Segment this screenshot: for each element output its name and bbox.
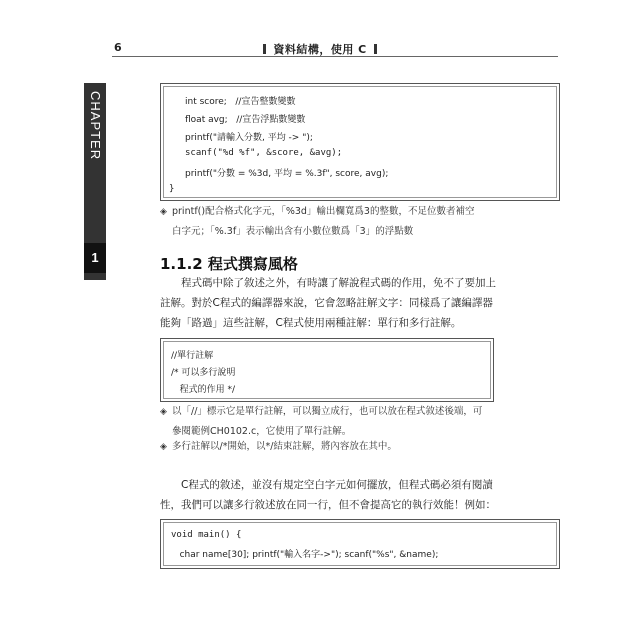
running-title	[260, 41, 380, 57]
code-line: scanf("%d %f", &score, &avg);	[185, 148, 343, 158]
diamond-bullet-icon: ◈	[160, 442, 167, 452]
paragraph-line: C程式的敘述，並沒有規定空白字元如何擺放，但程式碼必須有閱讀	[181, 479, 493, 491]
code-line: printf("分數 = %3d, 平均 = %.3f", score, avg);	[185, 169, 389, 179]
page-header	[112, 38, 558, 57]
running-title-text: 資料結構，使用 C	[273, 43, 367, 56]
paragraph-line: 性，我們可以讓多行敘述放在同一行，但不會提高它的執行效能！例如：	[160, 499, 496, 511]
diamond-bullet-icon: ◈	[160, 407, 167, 417]
chapter-label: CHAPTER	[88, 91, 103, 161]
code-line: 程式的作用 */	[171, 385, 235, 395]
chapter-number: 1	[84, 243, 106, 273]
diamond-bullet-icon: ◈	[160, 207, 167, 217]
paragraph-1	[160, 273, 558, 333]
note-line: ◈ 以「//」標示它是單行註解，可以獨立成行，也可以放在程式敘述後端，可	[160, 402, 558, 422]
section-title: 1.1.2 程式撰寫風格	[160, 255, 298, 273]
paragraph-2	[160, 475, 558, 515]
note-line: 白字元；「%.3f」表示輸出含有小數位數爲「3」的浮點數	[172, 226, 414, 237]
code-block-3	[160, 519, 560, 569]
page-number: 6	[114, 41, 122, 54]
code-line: printf("請輸入分數, 平均 -> ");	[185, 133, 313, 143]
title-bar-right-icon	[374, 44, 377, 54]
note-line: ◈ 多行註解以/*開始，以*/結束註解，將內容放在其中。	[160, 437, 558, 457]
paragraph-line: 註解。對於C程式的編譯器來說，它會忽略註解文字：同樣爲了讓編譯器	[160, 297, 493, 309]
paragraph-line: 程式碼中除了敘述之外，有時讓了解說程式碼的作用，免不了要加上	[181, 277, 496, 289]
code-line: }	[169, 184, 175, 194]
code-line: int score; //宣告整數變數	[185, 97, 296, 107]
code-line: /* 可以多行說明	[171, 368, 236, 378]
paragraph-line: 能夠「路過」這些註解，C程式使用兩種註解：單行和多行註解。	[160, 317, 462, 329]
note-3	[160, 437, 558, 457]
title-bar-left-icon	[263, 44, 266, 54]
code-line: float avg; //宣告浮點數變數	[185, 115, 306, 125]
note-line: ◈ printf()配合格式化字元，「%3d」輸出欄寬爲3的整數，不足位數者補空	[160, 202, 558, 222]
note-2	[160, 402, 558, 442]
note-1	[160, 202, 558, 242]
code-line: //單行註解	[171, 351, 214, 361]
note-line: 參閱範例CH0102.c，它使用了單行註解。	[172, 426, 352, 437]
code-block-2	[160, 338, 494, 402]
code-block-1	[160, 83, 560, 201]
code-line: void main() {	[171, 530, 242, 540]
code-line: char name[30]; printf("輸入名字->"); scanf("%s", &name);	[171, 550, 439, 560]
chapter-tab	[84, 83, 106, 280]
